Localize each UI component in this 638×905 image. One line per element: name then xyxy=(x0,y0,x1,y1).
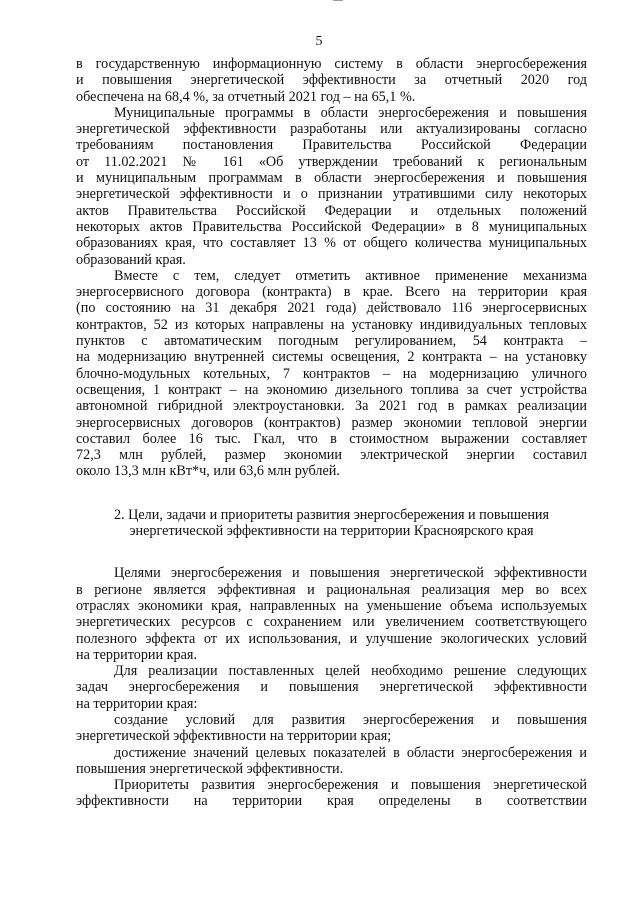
text-line: от 11.02.2021 № 161 «Об утверждении требований к региональным xyxy=(76,153,587,170)
text-line: энергетической эффективности разработаны или актуализированы согласно xyxy=(76,121,587,138)
text-line: и повышения энергетической эффективности за отчетный 2020 год xyxy=(76,72,587,89)
heading-spacer xyxy=(76,539,587,565)
paragraph xyxy=(76,663,587,712)
text-line: достижение значений целевых показателей в области энергосбережения и xyxy=(114,744,587,761)
document-body xyxy=(76,56,587,810)
text-line: отраслях экономики края, направленных на уменьшение объема используемых xyxy=(76,597,587,614)
section-heading-line: 2. Цели, задачи и приоритеты развития энергосбережения и повышения xyxy=(113,506,550,523)
text-line: автономной гибридной электроустановки. За 2021 год в рамках реализации xyxy=(76,398,587,415)
text-line: около 13,3 млн кВт*ч, или 63,6 млн рублей. xyxy=(76,463,340,480)
text-line: пунктов с автоматическим погодным регулированием, 54 контракта – xyxy=(76,333,587,350)
text-line: образованиях края, что составляет 13 % от общего количества муниципальных xyxy=(76,235,587,252)
text-line: Для реализации поставленных целей необходимо решение следующих xyxy=(114,663,587,680)
text-line: задач энергосбережения и повышения энергетической эффективности xyxy=(76,679,587,696)
intro-paragraphs xyxy=(76,56,587,480)
text-line: требованиям постановления Правительства Российской Федерации xyxy=(76,137,587,154)
text-line: освещения, 1 контракт – на экономию дизельного топлива за счет устройства xyxy=(76,381,587,398)
paragraph xyxy=(76,105,587,268)
text-line: создание условий для развития энергосбережения и повышения xyxy=(114,711,587,728)
text-line: обеспечена на 68,4 %, за отчетный 2021 год – на 65,1 %. xyxy=(76,88,416,105)
text-line: полезного эффекта от их использования, и улучшение экологических условий xyxy=(76,630,587,647)
paragraph xyxy=(76,56,587,105)
text-line: энергосервисных договоров (контрактов) размер экономии тепловой энергии xyxy=(76,414,587,431)
text-line: Приоритеты развития энергосбережения и повышения энергетической xyxy=(114,777,587,794)
text-line: энергетических ресурсов с сохранением или увеличением соответствующего xyxy=(76,614,587,631)
text-line: составил более 16 тыс. Гкал, что в стоимостном выражении составляет xyxy=(76,430,587,447)
text-line: на модернизацию внутренней системы освещения, 2 контракта – на установку xyxy=(76,349,587,366)
text-line: 72,3 млн рублей, размер экономии электрической энергии составил xyxy=(76,447,587,464)
section-paragraphs xyxy=(76,565,587,809)
text-line: в государственную информационную систему в области энергосбережения xyxy=(76,56,587,72)
text-line: некоторых актов Правительства Российской Федерации» в 8 муниципальных xyxy=(76,218,587,235)
text-line: повышения энергетической эффективности. xyxy=(76,760,344,777)
text-line: образований края. xyxy=(76,251,186,268)
text-line: в регионе является эффективная и рациональная реализация мер во всех xyxy=(76,581,587,598)
text-line: Муниципальные программы в области энергосбережения и повышения xyxy=(114,104,587,121)
text-line: энергетической эффективности и о признании утратившими силу некоторых xyxy=(76,186,587,203)
page-number: 5 xyxy=(315,34,323,49)
text-line: Вместе с тем, следует отметить активное применение механизма xyxy=(114,267,587,284)
paragraph xyxy=(76,745,587,778)
section-heading xyxy=(76,507,587,540)
text-line: блочно-модульных котельных, 7 контрактов – на модернизацию уличного xyxy=(76,365,587,382)
section-heading-line: энергетической эффективности на территории Красноярского края xyxy=(129,523,534,540)
scan-top-mark xyxy=(333,0,343,1)
text-line: контрактов, 52 из которых направлены на установку индивидуальных тепловых xyxy=(76,316,587,333)
paragraph xyxy=(76,712,587,745)
text-line: энергетической эффективности на территории края; xyxy=(76,728,392,745)
paragraph xyxy=(76,565,587,663)
text-line: на территории края: xyxy=(76,695,198,712)
paragraph xyxy=(76,268,587,480)
paragraph xyxy=(76,777,587,810)
text-line: и муниципальным программам в области энергосбережения и повышения xyxy=(76,170,587,187)
text-line: на территории края. xyxy=(76,646,198,663)
text-line: актов Правительства Российской Федерации и отдельных положений xyxy=(76,202,587,219)
text-line: Целями энергосбережения и повышения энергетической эффективности xyxy=(114,565,587,582)
text-line: (по состоянию на 31 декабря 2021 года) действовало 116 энергосервисных xyxy=(76,300,587,317)
text-line: энергосервисного договора (контракта) в крае. Всего на территории края xyxy=(76,284,587,301)
text-line: эффективности на территории края определены в соответствии xyxy=(76,793,587,810)
